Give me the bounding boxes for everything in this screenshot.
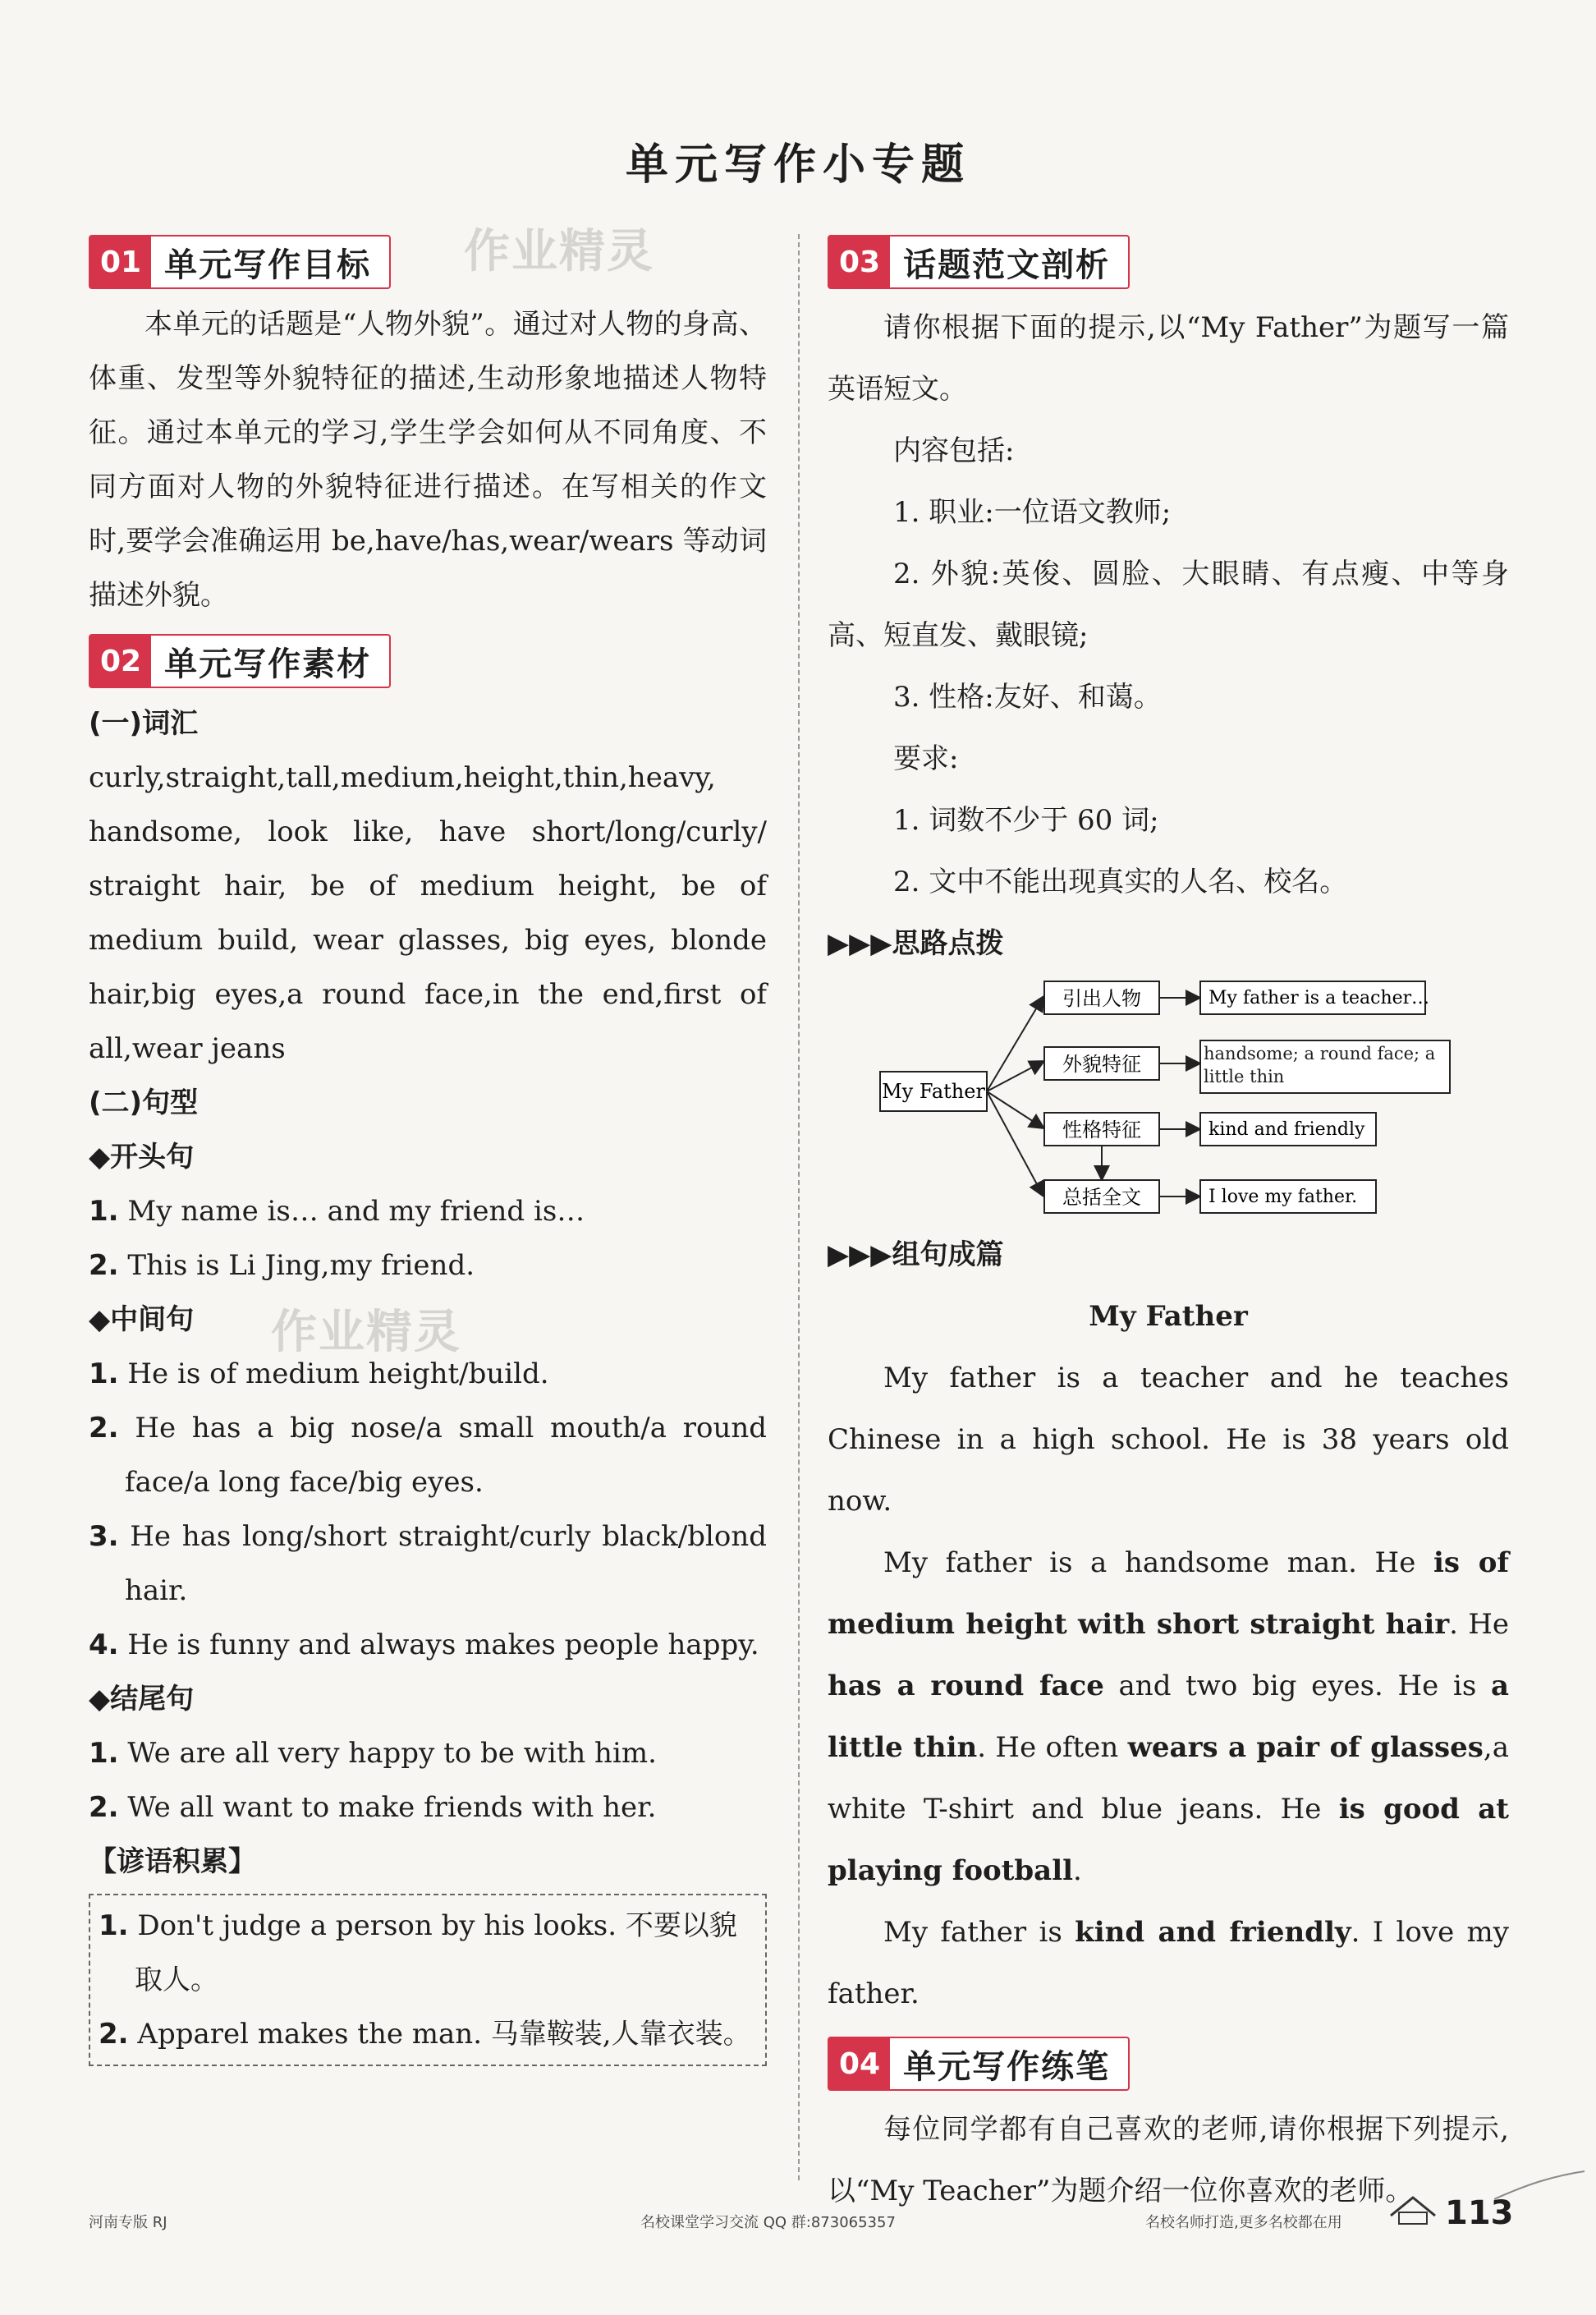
compose-heading: ▶▶▶组句成篇: [828, 1238, 1004, 1271]
footer-edition: 河南专版 RJ: [89, 2214, 167, 2231]
requirement-item: 2. 文中不能出现真实的人名、校名。: [893, 866, 1348, 898]
school-logo-icon: [1387, 2191, 1438, 2227]
ending-heading: ◆结尾句: [89, 1683, 195, 1716]
footer-slogan: 名校名师打造,更多名校都在用: [1145, 2214, 1342, 2231]
list-item: 1. He is of medium height/build.: [89, 1357, 549, 1390]
list-item: 2. We all want to make friends with her.: [89, 1791, 657, 1824]
practice-text: 每位同学都有自己喜欢的老师,请你根据下列提示,以“My Teacher”为题介绍一位你喜欢的老师。: [828, 2113, 1509, 2207]
essay-paragraph: My father is kind and friendly. I love my father.: [828, 1916, 1509, 2010]
list-item: 4. He is funny and always makes people happy.: [89, 1628, 759, 1661]
section-title: 话题范文剖析: [903, 245, 1111, 284]
diagram-leaf: handsome; a round face; a little thin: [1204, 1044, 1436, 1086]
proverb-heading: 【谚语积累】: [89, 1845, 256, 1878]
section-01-header: [89, 235, 391, 289]
footer-qq: 名校课堂学习交流 QQ 群:873065357: [640, 2214, 896, 2231]
diagram-leaf: I love my father.: [1208, 1187, 1358, 1207]
idea-heading: ▶▶▶思路点拨: [828, 927, 1004, 960]
list-item: 1. My name is… and my friend is…: [89, 1195, 585, 1228]
watermark: 作业精灵: [271, 1306, 461, 1359]
vocab-heading: (一)词汇: [89, 707, 199, 740]
page-title: 单元写作小专题: [625, 140, 970, 190]
section-title: 单元写作素材: [164, 644, 372, 683]
mind-map-diagram: [828, 975, 1509, 1221]
content-item: 2. 外貌:英俊、圆脸、大眼睛、有点瘦、中等身高、短直发、戴眼镜;: [828, 558, 1509, 652]
list-item: 3. He has long/short straight/curly black/blond hair.: [89, 1520, 767, 1607]
prompt-text: 请你根据下面的提示,以“My Father”为题写一篇英语短文。: [828, 311, 1509, 406]
section-number: 03: [829, 237, 890, 287]
diagram-node: 总括全文: [1062, 1186, 1141, 1209]
section-number: 04: [829, 2038, 890, 2089]
diagram-node: 外貌特征: [1062, 1053, 1141, 1076]
content-item: 3. 性格:友好、和蔼。: [893, 681, 1162, 714]
requirement-item: 1. 词数不少于 60 词;: [893, 804, 1159, 837]
diagram-node: 引出人物: [1062, 987, 1141, 1010]
essay-paragraph: My father is a handsome man. He is of medium height with short straight hair. He has a round face and two big eyes. He is a little thin. He often wears a pair of glasses,a white T-shirt and blue jeans. He is good at playing football.: [828, 1546, 1509, 1887]
diagram-leaf: kind and friendly: [1208, 1119, 1365, 1140]
list-item: 2. Apparel makes the man. 马靠鞍装,人靠衣装。: [99, 2018, 751, 2051]
vocab-text: curly,straight,tall,medium,height,thin,heavy, handsome, look like, have short/long/curly/ straight hair, be of medium height, be of medium build, wear glasses, big eyes, blonde hair,big eyes,a round face,in the end,first of all,wear jeans: [89, 761, 767, 1065]
sentence-heading: (二)句型: [89, 1086, 199, 1119]
list-item: 1. Don't judge a person by his looks. 不要以貌取人。: [99, 1909, 737, 1996]
list-item: 2. This is Li Jing,my friend.: [89, 1249, 475, 1282]
list-item: 2. He has a big nose/a small mouth/a round face/a long face/big eyes.: [89, 1412, 767, 1499]
section-02-header: [89, 634, 391, 688]
section-number: 02: [90, 636, 151, 687]
section-title: 单元写作练笔: [903, 2046, 1111, 2086]
section-number: 01: [90, 237, 151, 287]
opening-heading: ◆开头句: [89, 1141, 195, 1174]
column-divider: [798, 234, 800, 2180]
list-item: 1. We are all very happy to be with him.: [89, 1737, 657, 1770]
middle-heading: ◆中间句: [89, 1303, 195, 1336]
goal-text: 本单元的话题是“人物外貌”。通过对人物的身高、体重、发型等外貌特征的描述,生动形象地描述人物特征。通过本单元的学习,学生学会如何从不同角度、不同方面对人物的外貌特征进行描述。在写相关的作文时,要学会准确运用 be,have/has,wear/wears 等动词描述外貌。: [89, 308, 767, 612]
content-item: 1. 职业:一位语文教师;: [893, 496, 1172, 529]
section-04-header: [828, 2037, 1130, 2091]
section-03-header: [828, 235, 1130, 289]
essay-paragraph: My father is a teacher and he teaches Chinese in a high school. He is 38 years old now.: [828, 1362, 1509, 1518]
essay-title: My Father: [1089, 1300, 1248, 1333]
watermark: 作业精灵: [464, 225, 654, 278]
proverb-box: [89, 1894, 767, 2066]
requirement-heading: 要求:: [893, 742, 959, 775]
right-column: [828, 232, 1509, 2222]
page-number: 113: [1445, 2194, 1514, 2232]
left-column: [89, 232, 767, 2066]
diagram-leaf: My father is a teacher…: [1208, 988, 1430, 1008]
diagram-node: 性格特征: [1062, 1118, 1141, 1141]
content-heading: 内容包括:: [893, 434, 1015, 467]
section-title: 单元写作目标: [164, 245, 372, 284]
diagram-root: My Father: [882, 1080, 985, 1103]
essay-body: [828, 1348, 1509, 2025]
